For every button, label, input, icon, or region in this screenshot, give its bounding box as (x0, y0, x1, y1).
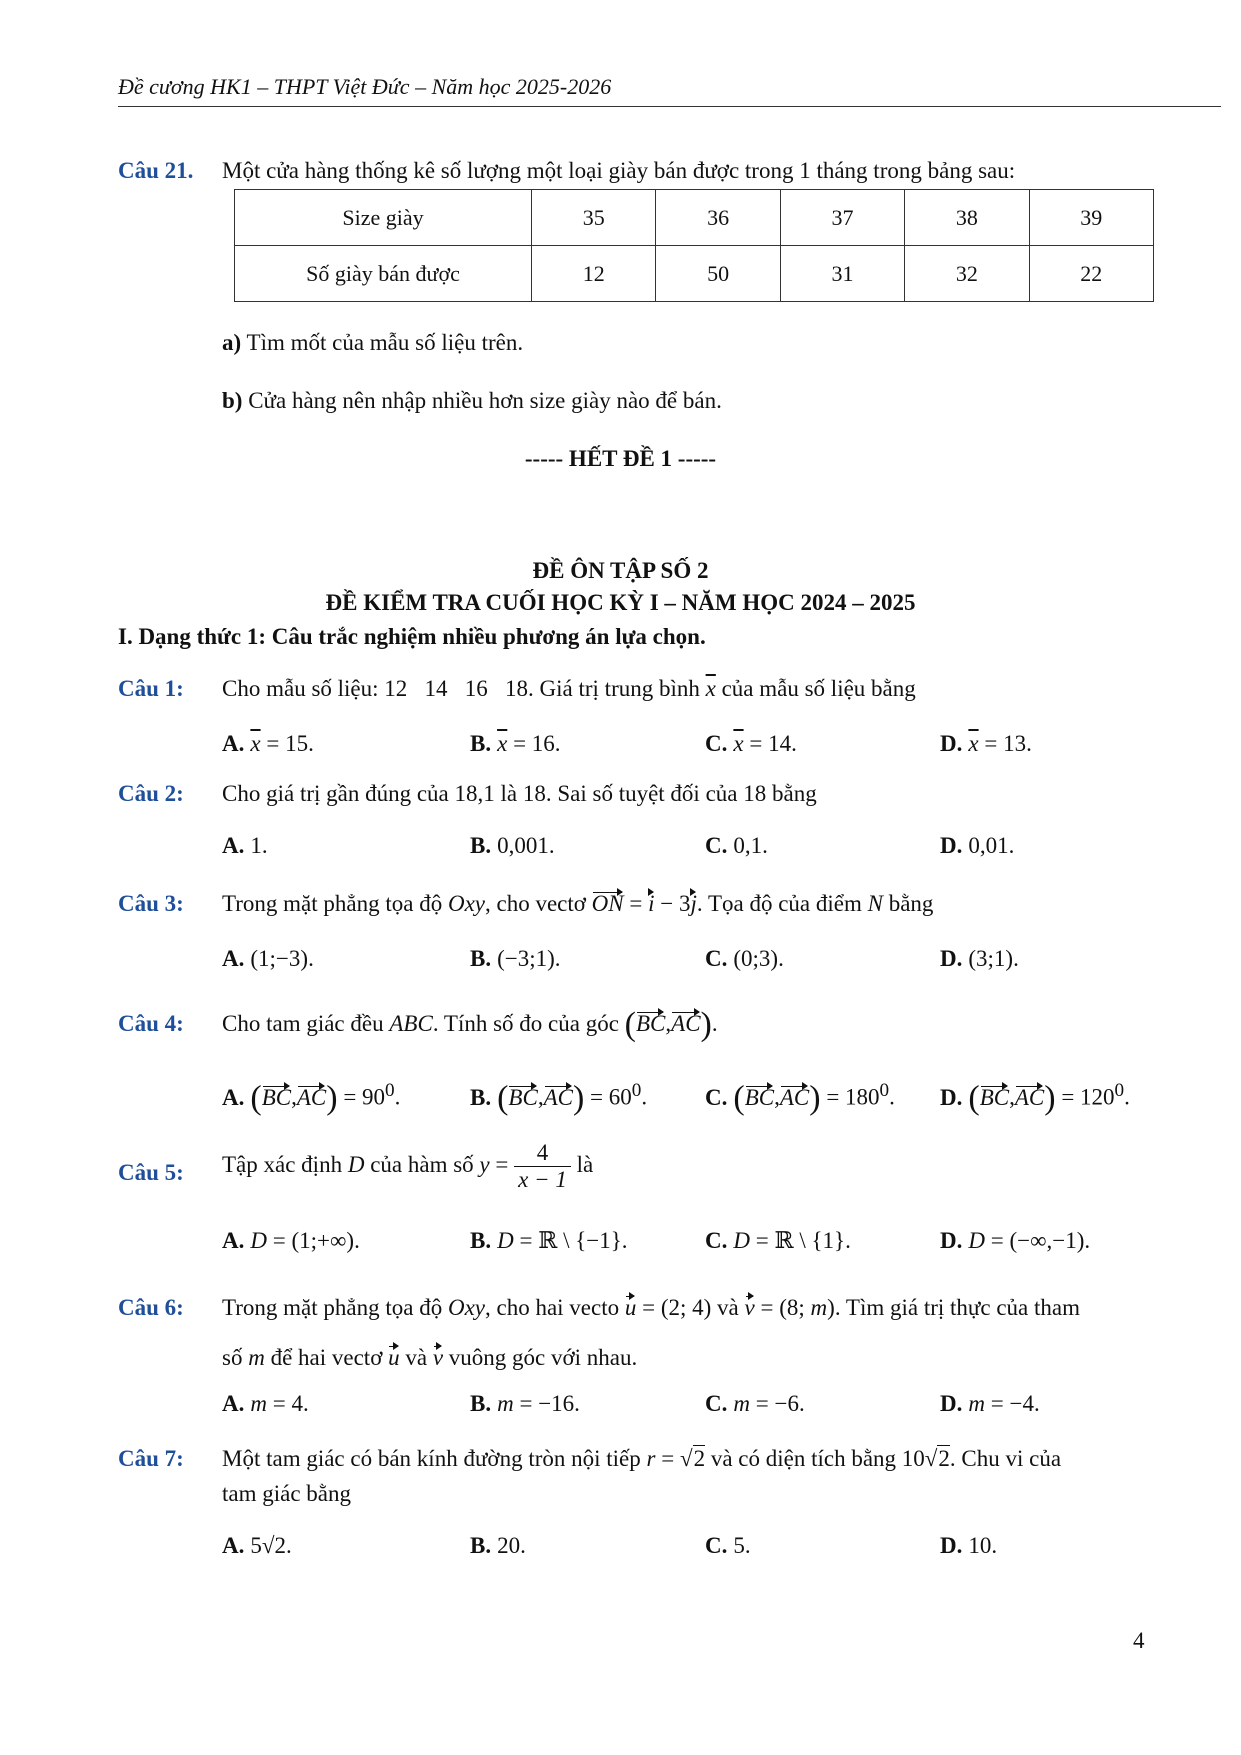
question-21-label: Câu 21. (118, 158, 194, 183)
table-cell: Size giày (235, 190, 532, 246)
part-label: a) (222, 330, 242, 355)
table-cell: 39 (1029, 190, 1153, 246)
question-3-text: Trong mặt phẳng tọa độ Oxy, cho vectơ ON = i − 3j. Tọa độ của điểm N bằng (222, 891, 934, 916)
header-rule (118, 106, 1221, 107)
part-text: Tìm mốt của mẫu số liệu trên. (246, 330, 524, 355)
question-2-label: Câu 2: (118, 781, 184, 806)
question-5-option-b[interactable]: B. D = ℝ \ {−1}. (470, 1228, 628, 1253)
question-5-option-a[interactable]: A. D = (1;+∞). (222, 1228, 360, 1253)
section-heading: I. Dạng thức 1: Câu trắc nghiệm nhiều phương án lựa chọn. (118, 624, 706, 649)
question-7-text: Một tam giác có bán kính đường tròn nội tiếp r = √2 và có diện tích bằng 10√2. Chu vi của (222, 1446, 1062, 1471)
question-2-option-c[interactable]: C. 0,1. (705, 833, 768, 858)
question-5-label: Câu 5: (118, 1160, 184, 1185)
question-3-option-d[interactable]: D. (3;1). (940, 946, 1019, 971)
question-4-option-d[interactable]: D. $(BC,AC) = 120^0$. (940, 1079, 1130, 1117)
table-cell: 31 (780, 246, 904, 302)
end-of-test-1: ----- HẾT ĐỀ 1 ----- (524, 446, 717, 471)
table-row (235, 246, 1154, 302)
question-7-option-c[interactable]: C. 5. (705, 1533, 751, 1558)
question-4-option-c[interactable]: C. $(BC,AC) = 180^0$. (705, 1079, 895, 1117)
question-2-option-b[interactable]: B. 0,001. (470, 833, 555, 858)
question-21-part-a (222, 330, 523, 356)
test-2-subtitle: ĐỀ KIỂM TRA CUỐI HỌC KỲ I – NĂM HỌC 2024 – 2025 (325, 590, 916, 615)
part-label: b) (222, 388, 243, 413)
question-6-option-d[interactable]: D. m = −4. (940, 1391, 1040, 1416)
question-1-label: Câu 1: (118, 676, 184, 701)
question-21-part-b (222, 388, 722, 414)
table-cell: Số giày bán được (235, 246, 532, 302)
table-cell: 12 (532, 246, 656, 302)
question-7-option-d[interactable]: D. 10. (940, 1533, 998, 1558)
test-2-title: ĐỀ ÔN TẬP SỐ 2 (532, 558, 709, 583)
question-7-option-b[interactable]: B. 20. (470, 1533, 526, 1558)
page-number: 4 (1133, 1628, 1145, 1653)
question-1-option-d[interactable]: D. $\overline{x} = 13$. (940, 731, 1032, 756)
table-cell: 36 (656, 190, 780, 246)
question-1-option-a[interactable]: A. $\overline{x} = 15$. (222, 731, 314, 756)
shoe-sales-table (234, 189, 1154, 302)
question-3-option-c[interactable]: C. (0;3). (705, 946, 784, 971)
question-6-option-b[interactable]: B. m = −16. (470, 1391, 580, 1416)
question-5-text: Tập xác định D của hàm số y = $\frac{4}{x - 1}$ là (222, 1140, 594, 1193)
question-2-option-a[interactable]: A. 1. (222, 833, 268, 858)
table-cell: 37 (780, 190, 904, 246)
table-cell: 35 (532, 190, 656, 246)
question-7-label: Câu 7: (118, 1446, 184, 1471)
question-4-label: Câu 4: (118, 1011, 184, 1036)
question-2-option-d[interactable]: D. 0,01. (940, 833, 1015, 858)
table-cell: 22 (1029, 246, 1153, 302)
part-text: Cửa hàng nên nhập nhiều hơn size giày nào để bán. (248, 388, 722, 413)
page-header: Đề cương HK1 – THPT Việt Đức – Năm học 2025-2026 (118, 74, 612, 99)
question-3-label: Câu 3: (118, 891, 184, 916)
question-2-text: Cho giá trị gần đúng của 18,1 là 18. Sai số tuyệt đối của 18 bằng (222, 781, 817, 806)
table-cell: 32 (905, 246, 1029, 302)
sample-data: 12 14 16 18 (384, 676, 529, 701)
question-6-option-c[interactable]: C. m = −6. (705, 1391, 805, 1416)
question-7-option-a[interactable]: A. 5√2. (222, 1533, 292, 1558)
question-6-text-line2: số m để hai vectơ u và v vuông góc với nhau. (222, 1345, 638, 1370)
question-7-text-line2: tam giác bằng (222, 1481, 352, 1506)
question-6-text: Trong mặt phẳng tọa độ Oxy, cho hai vecto u = (2; 4) và v = (8; m). Tìm giá trị thực của tham (222, 1295, 1080, 1320)
question-6-option-a[interactable]: A. m = 4. (222, 1391, 309, 1416)
question-5-option-d[interactable]: D. D = (−∞,−1). (940, 1228, 1091, 1253)
table-cell: 38 (905, 190, 1029, 246)
question-4-option-a[interactable]: A. $(BC,AC) = 90^0$. (222, 1079, 401, 1117)
question-21-text: Một cửa hàng thống kê số lượng một loại giày bán được trong 1 tháng trong bảng sau: (222, 158, 1016, 183)
question-1-text: Cho mẫu số liệu: 12 14 16 18. Giá trị trung bình $\overline{x}$ của mẫu số liệu bằng (222, 676, 916, 701)
table-cell: 50 (656, 246, 780, 302)
question-4-text: Cho tam giác đều ABC. Tính số đo của góc (BC,AC). (222, 1006, 718, 1043)
question-3-option-b[interactable]: B. (−3;1). (470, 946, 561, 971)
table-row (235, 190, 1154, 246)
question-4-option-b[interactable]: B. $(BC,AC) = 60^0$. (470, 1079, 648, 1117)
question-6-label: Câu 6: (118, 1295, 184, 1320)
question-1-option-b[interactable]: B. $\overline{x} = 16$. (470, 731, 561, 756)
question-3-option-a[interactable]: A. (1;−3). (222, 946, 314, 971)
question-5-option-c[interactable]: C. D = ℝ \ {1}. (705, 1228, 851, 1253)
question-1-option-c[interactable]: C. $\overline{x} = 14$. (705, 731, 797, 756)
fraction: $\frac{4}{x - 1}$ (514, 1140, 571, 1194)
